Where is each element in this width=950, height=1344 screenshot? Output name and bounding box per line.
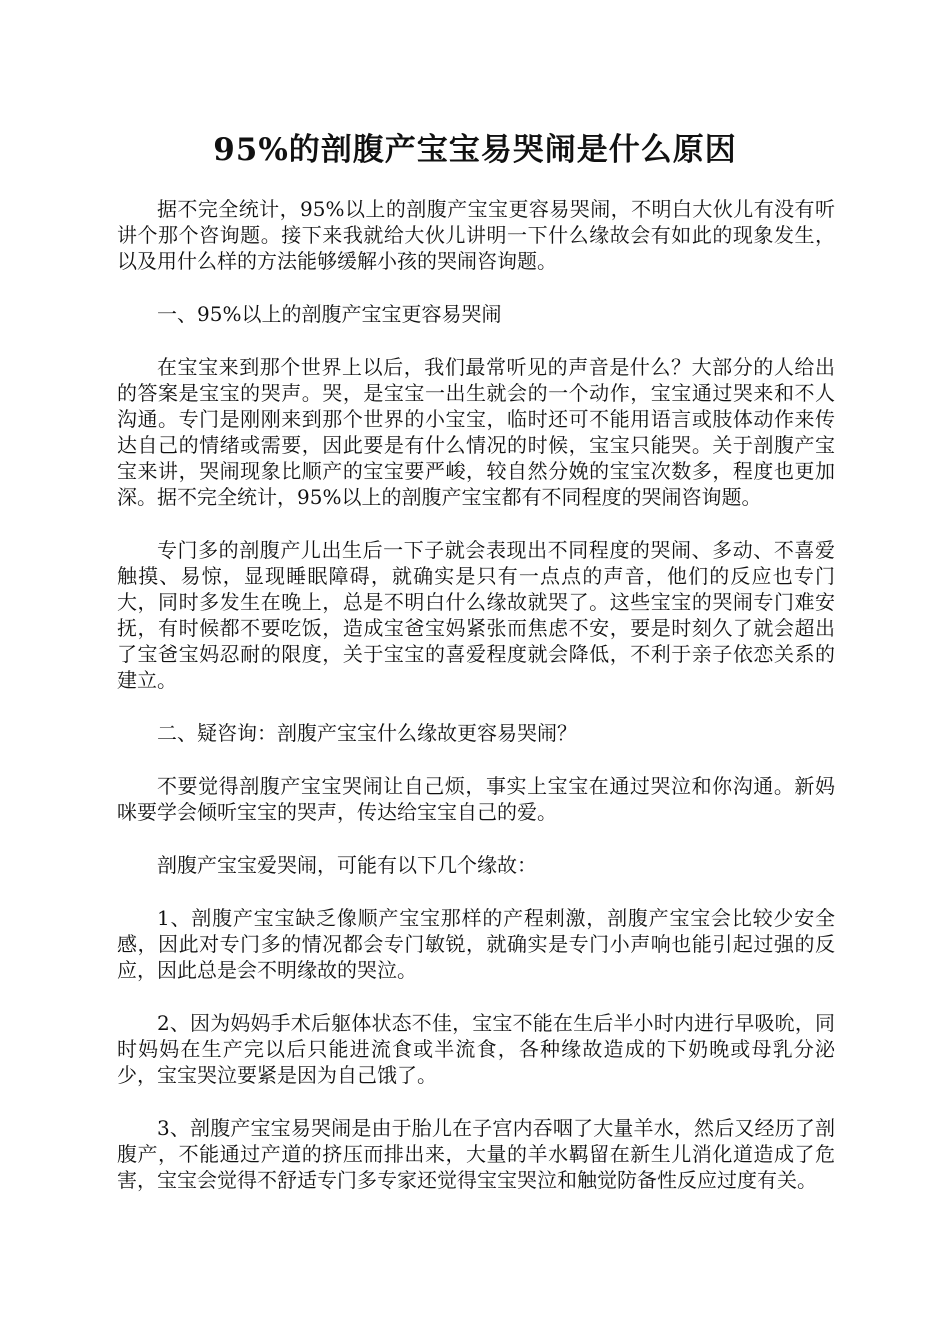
section-heading-1: 一、95%以上的剖腹产宝宝更容易哭闹 [157,302,502,326]
section-heading-2: 二、疑咨询：剖腹产宝宝什么缘故更容易哭闹？ [157,721,577,745]
paragraph-communication: 不要觉得剖腹产宝宝哭闹让自己烦，事实上宝宝在通过哭泣和你沟通。新妈咪要学会倾听宝宝的哭声，传达给宝宝自己的爱。 [117,774,835,824]
document-title: 95%的剖腹产宝宝易哭闹是什么原因 [213,132,737,168]
paragraph-reasons-intro: 剖腹产宝宝爱哭闹，可能有以下几个缘故： [157,853,537,877]
document-body [117,196,835,1220]
paragraph-crying-sound: 在宝宝来到那个世界上以后，我们最常听见的声音是什么？大部分的人给出的答案是宝宝的哭声。哭，是宝宝一出生就会的一个动作，宝宝通过哭来和不人沟通。专门是刚刚来到那个世界的小宝宝，临时还可不能用语言或肢体动作来传达自己的情绪或需要，因此要是有什么情况的时候，宝宝只能哭。关于剖腹产宝宝来讲，哭闹现象比顺产的宝宝要严峻，较自然分娩的宝宝次数多，程度也更加深。据不完全统计，95%以上的剖腹产宝宝都有不同程度的哭闹咨询题。 [117,355,835,509]
paragraph-reason-3: 3、剖腹产宝宝易哭闹是由于胎儿在子宫内吞咽了大量羊水，然后又经历了剖腹产，不能通过产道的挤压而排出来，大量的羊水羁留在新生儿消化道造成了危害，宝宝会觉得不舒适专门多专家还觉得宝宝哭泣和触觉防备性反应过度有关。 [117,1116,835,1192]
paragraph-reason-2: 2、因为妈妈手术后躯体状态不佳，宝宝不能在生后半小时内进行早吸吮，同时妈妈在生产完以后只能进流食或半流食，各种缘故造成的下奶晚或母乳分泌少，宝宝哭泣要紧是因为自己饿了。 [117,1011,835,1087]
paragraph-reason-1: 1、剖腹产宝宝缺乏像顺产宝宝那样的产程刺激，剖腹产宝宝会比较少安全感，因此对专门多的情况都会专门敏锐，就确实是专门小声响也能引起过强的反应，因此总是会不明缘故的哭泣。 [117,906,835,982]
paragraph-symptoms: 专门多的剖腹产儿出生后一下子就会表现出不同程度的哭闹、多动、不喜爱触摸、易惊，显现睡眠障碍，就确实是只有一点点的声音，他们的反应也专门大，同时多发生在晚上，总是不明白什么缘故就哭了。这些宝宝的哭闹专门难安抚，有时候都不要吃饭，造成宝爸宝妈紧张而焦虑不安，要是时刻久了就会超出了宝爸宝妈忍耐的限度，关于宝宝的喜爱程度就会降低，不利于亲子依恋关系的建立。 [117,538,835,692]
paragraph-intro: 据不完全统计，95%以上的剖腹产宝宝更容易哭闹，不明白大伙儿有没有听讲个那个咨询题。接下来我就给大伙儿讲明一下什么缘故会有如此的现象发生，以及用什么样的方法能够缓解小孩的哭闹咨询题。 [117,197,835,273]
